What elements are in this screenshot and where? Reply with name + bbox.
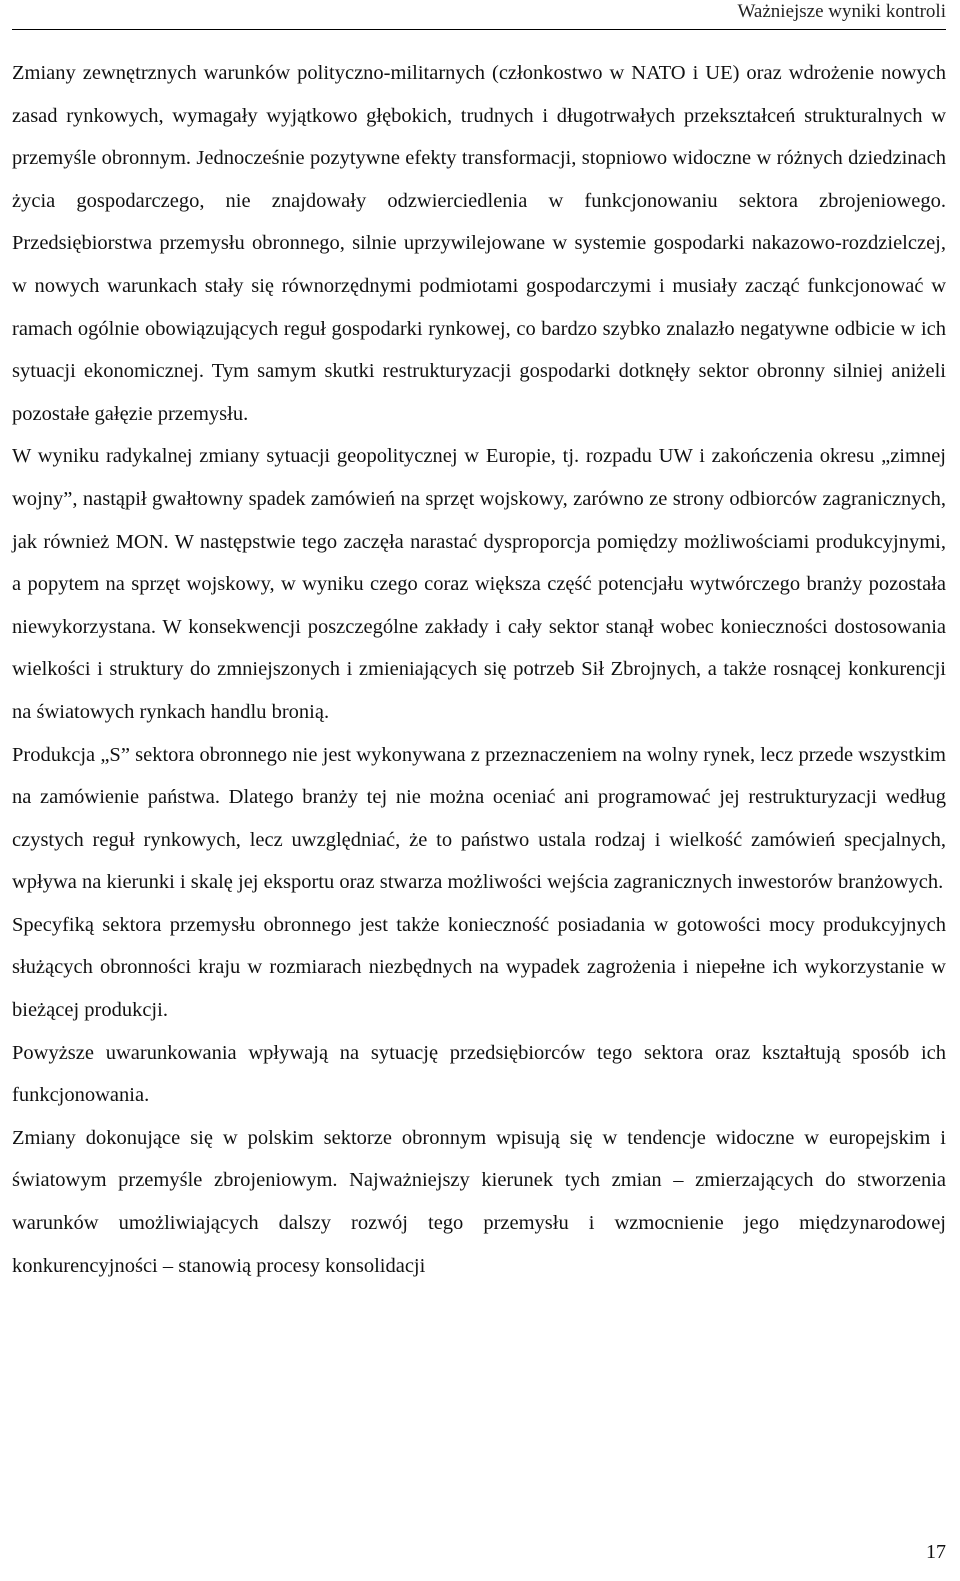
- paragraph: W wyniku radykalnej zmiany sytuacji geopolitycznej w Europie, tj. rozpadu UW i zakończenia okresu „zimnej wojny”, nastąpił gwałtowny spadek zamówień na sprzęt wojskowy, zarówno ze strony odbiorców zagranicznych, jak również MON. W następstwie tego zaczęła narastać dysproporcja pomiędzy możliwościami produkcyjnymi, a popytem na sprzęt wojskowy, w wyniku czego coraz większa część potencjału wytwórczego branży pozostała niewykorzystana. W konsekwencji poszczególne zakłady i cały sektor stanął wobec konieczności dostosowania wielkości i struktury do zmniejszonych i zmieniających się potrzeb Sił Zbrojnych, a także rosnącej konkurencji na światowych rynkach handlu bronią.: [12, 445, 946, 723]
- paragraph: Specyfiką sektora przemysłu obronnego jest także konieczność posiadania w gotowości mocy produkcyjnych służących obronności kraju w rozmiarach niezbędnych na wypadek zagrożenia i niepełne ich wykorzystanie w bieżącej produkcji.: [12, 913, 946, 1022]
- paragraph: Zmiany dokonujące się w polskim sektorze obronnym wpisują się w tendencje widoczne w europejskim i światowym przemyśle zbrojeniowym. Najważniejszy kierunek tych zmian – zmierzających do stworzenia warunków umożliwiających dalszy rozwój tego przemysłu i wzmocnienie jego międzynarodowej konkurencyjności – stanowią procesy konsolidacji: [12, 1126, 946, 1277]
- paragraph: Powyższe uwarunkowania wpływają na sytuację przedsiębiorców tego sektora oraz kształtują sposób ich funkcjonowania.: [12, 1041, 946, 1107]
- running-header: Ważniejsze wyniki kontroli: [737, 1, 946, 22]
- page-number: 17: [926, 1541, 946, 1563]
- body-text: [12, 52, 946, 1287]
- paragraph: Produkcja „S” sektora obronnego nie jest wykonywana z przeznaczeniem na wolny rynek, lecz przede wszystkim na zamówienie państwa. Dlatego branży tej nie można oceniać ani programować jej restrukturyzacji według czystych reguł rynkowych, lecz uwzględniać, że to państwo ustala rodzaj i wielkość zamówień specjalnych, wpływa na kierunki i skalę jej eksportu oraz stwarza możliwości wejścia zagranicznych inwestorów branżowych.: [12, 743, 946, 894]
- header-rule: [12, 29, 946, 30]
- paragraph: Zmiany zewnętrznych warunków polityczno-militarnych (członkostwo w NATO i UE) oraz wdrożenie nowych zasad rynkowych, wymagały wyjątkowo głębokich, trudnych i długotrwałych przekształceń strukturalnych w przemyśle obronnym. Jednocześnie pozytywne efekty transformacji, stopniowo widoczne w różnych dziedzinach życia gospodarczego, nie znajdowały odzwierciedlenia w funkcjonowaniu sektora zbrojeniowego. Przedsiębiorstwa przemysłu obronnego, silnie uprzywilejowane w systemie gospodarki nakazowo-rozdzielczej, w nowych warunkach stały się równorzędnymi podmiotami gospodarczymi i musiały zacząć funkcjonować w ramach ogólnie obowiązujących reguł gospodarki rynkowej, co bardzo szybko znalazło negatywne odbicie w ich sytuacji ekonomicznej. Tym samym skutki restrukturyzacji gospodarki dotknęły sektor obronny silniej aniżeli pozostałe gałęzie przemysłu.: [12, 62, 946, 425]
